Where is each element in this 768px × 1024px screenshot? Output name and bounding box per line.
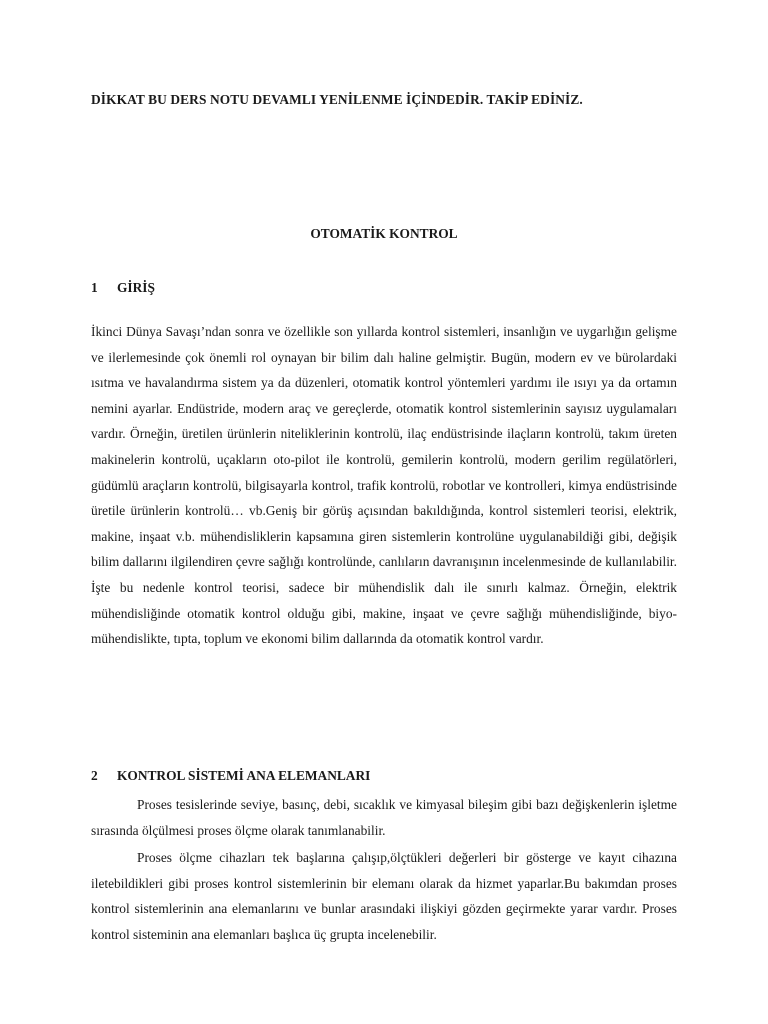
notice-banner: DİKKAT BU DERS NOTU DEVAMLI YENİLENME İÇİNDEDİR. TAKİP EDİNİZ. bbox=[91, 92, 583, 107]
section-number: 1 bbox=[91, 280, 98, 295]
document-title: OTOMATİK KONTROL bbox=[310, 226, 458, 241]
section-title: GİRİŞ bbox=[117, 280, 155, 295]
paragraph-giris: İkinci Dünya Savaşı’ndan sonra ve özellikle son yıllarda kontrol sistemleri, insanlığın ve uygarlığın gelişme ve ilerlemesinde çok önemli rol oynayan bir bilim dalı haline gelmiştir. Bugün, modern ev ve bürolardaki ısıtma ve havalandırma sistem ya da düzenleri, otomatik kontrol yöntemleri yardımı ile ısıyı ya da ortamın nemini ayarlar. Endüstride, modern araç ve gereçlerde, otomatik kontrol sistemlerinin sayısız uygulamaları vardır. Örneğin, üretilen ürünlerin niteliklerinin kontrolü, ilaç endüstrisinde ilaçların kontrolü, takım üreten makinelerin kontrolü, uçakların oto-pilot ile kontrolü, gemilerin kontrolü, modern gerilim regülatörleri, güdümlü araçların kontrolü, bilgisayarla kontrol, trafik kontrolü, robotlar ve kontrolleri, kimya endüstrisinde üretile ürünlerin kontrolü… vb.Geniş bir görüş açısından bakıldığında, kontrol sistemleri teorisi, elektrik, makine, inşaat v.b. mühendisliklerin kapsamına giren sistemlerin kontrolüne uygulanabildiği gibi, değişik bilim dallarını ilgilendiren çevre sağlığı kontrolünde, canlıların davranışının incelenmesinde de kullanılabilir. İşte bu nedenle kontrol teorisi, sadece bir mühendislik dalı ile sınırlı kalmaz. Örneğin, elektrik mühendisliğinde otomatik kontrol olduğu gibi, makine, inşaat ve çevre sağlığı mühendisliğinde, biyo-mühendislikte, tıpta, toplum ve ekonomi bilim dallarında da otomatik kontrol vardır. bbox=[91, 324, 677, 647]
section-heading-giris bbox=[91, 280, 155, 296]
section-title: KONTROL SİSTEMİ ANA ELEMANLARI bbox=[117, 768, 371, 783]
paragraph-proses-olcme-tanimi: Proses tesislerinde seviye, basınç, debi, sıcaklık ve kimyasal bileşim gibi bazı değişkenlerin işletme sırasında ölçülmesi proses ölçme olarak tanımlanabilir. bbox=[91, 797, 677, 838]
paragraph-proses-olcme-cihazlari: Proses ölçme cihazları tek başlarına çalışıp,ölçtükleri değerleri bir gösterge ve kayıt cihazına iletebildikleri gibi proses kontrol sistemlerinin bir elemanı olarak da hizmet yaparlar.Bu bakımdan proses kontrol sistemlerinin ana elemanlarını ve bunlar arasındaki ilişkiyi gözden geçirmekte yarar vardır. Proses kontrol sisteminin ana elemanları başlıca üç grupta incelenebilir. bbox=[91, 850, 677, 942]
section-number: 2 bbox=[91, 768, 98, 783]
section-heading-kontrol-sistemi bbox=[91, 768, 370, 784]
